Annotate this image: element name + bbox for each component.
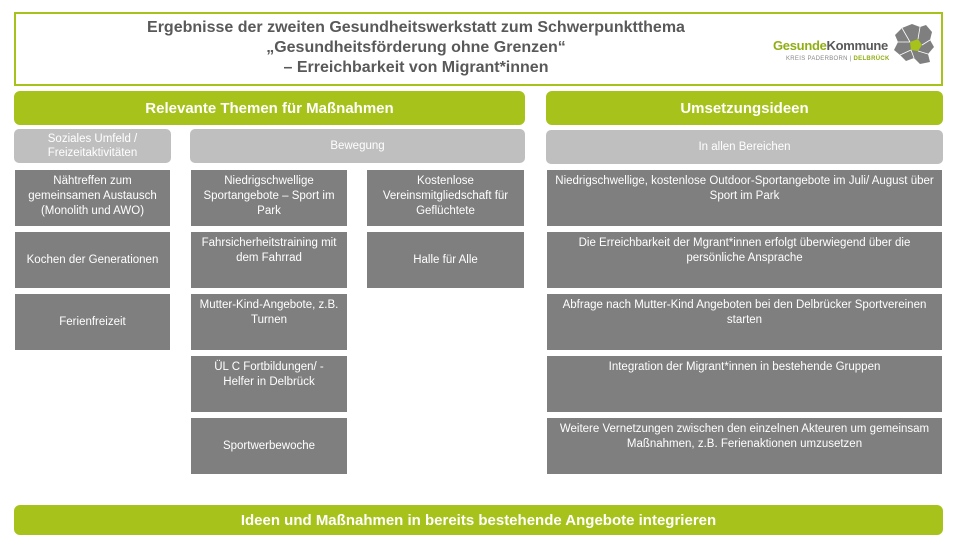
idea-card: Die Erreichbarkeit der Mgrant*innen erfolgt überwiegend über die persönliche Ansprache: [546, 231, 943, 289]
logo-sub-kreis: KREIS PADERBORN: [786, 56, 848, 62]
topic-card: Niedrigschwellige Sportangebote – Sport im Park: [190, 169, 348, 227]
title-line-2: „Gesundheitsförderung ohne Grenzen“: [266, 39, 566, 56]
topic-card: Mutter-Kind-Angebote, z.B. Turnen: [190, 293, 348, 351]
page-title: [116, 18, 716, 78]
topic-card: Halle für Alle: [366, 231, 525, 289]
topic-card: ÜL C Fortbildungen/ -Helfer in Delbrück: [190, 355, 348, 413]
logo-sub-city: DELBRÜCK: [853, 56, 890, 62]
topic-card: Kostenlose Vereinsmitgliedschaft für Geflüchtete: [366, 169, 525, 227]
title-line-3: – Erreichbarkeit von Migrant*innen: [283, 59, 549, 76]
category-all-areas: In allen Bereichen: [546, 130, 943, 164]
logo-word-kommune: Kommune: [826, 38, 888, 53]
district-map-icon: [892, 22, 936, 66]
topic-card: Ferienfreizeit: [14, 293, 171, 351]
logo-wordmark: [773, 38, 888, 53]
topic-card: Nähtreffen zum gemeinsamen Austausch (Monolith und AWO): [14, 169, 171, 227]
topic-card: Kochen der Generationen: [14, 231, 171, 289]
idea-card: Integration der Migrant*innen in bestehende Gruppen: [546, 355, 943, 413]
bottom-banner: Ideen und Maßnahmen in bereits bestehende Angebote integrieren: [14, 505, 943, 535]
logo-subtitle: KREIS PADERBORN | DELBRÜCK: [786, 56, 890, 62]
title-line-1: Ergebnisse der zweiten Gesundheitswerkstatt zum Schwerpunktthema: [147, 19, 685, 36]
logo-word-gesunde: Gesunde: [773, 38, 827, 53]
section-title-relevant-topics: Relevante Themen für Maßnahmen: [14, 91, 525, 125]
topic-card: Fahrsicherheitstraining mit dem Fahrrad: [190, 231, 348, 289]
category-social-environment: Soziales Umfeld / Freizeitaktivitäten: [14, 129, 171, 163]
section-title-implementation-ideas: Umsetzungsideen: [546, 91, 943, 125]
gesunde-kommune-logo: [770, 16, 940, 72]
idea-card: Niedrigschwellige, kostenlose Outdoor-Sportangebote im Juli/ August über Sport im Park: [546, 169, 943, 227]
category-movement: Bewegung: [190, 129, 525, 163]
idea-card: Abfrage nach Mutter-Kind Angeboten bei den Delbrücker Sportvereinen starten: [546, 293, 943, 351]
topic-card: Sportwerbewoche: [190, 417, 348, 475]
idea-card: Weitere Vernetzungen zwischen den einzelnen Akteuren um gemeinsam Maßnahmen, z.B. Ferienaktionen umzusetzen: [546, 417, 943, 475]
